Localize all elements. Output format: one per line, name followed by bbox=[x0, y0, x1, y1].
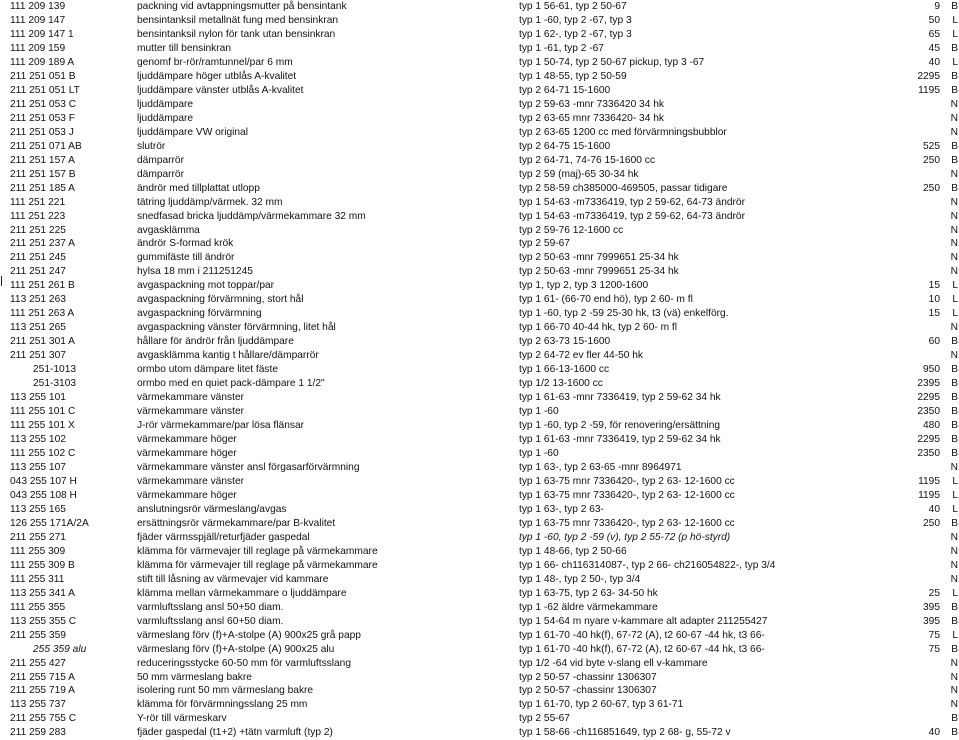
table-row bbox=[0, 489, 959, 503]
part-description: isolering runt 50 mm värmeslang bakre bbox=[137, 685, 314, 697]
part-description: reduceringsstycke 60-50 mm för varmluftsslang bbox=[137, 657, 352, 669]
price: 395 bbox=[923, 601, 940, 613]
price: 2350 bbox=[917, 406, 940, 418]
part-number: 043 255 107 H bbox=[10, 475, 77, 487]
price: 250 bbox=[923, 154, 940, 166]
table-row bbox=[0, 531, 959, 545]
part-description: fjäder värmsspjäll/returfjäder gaspedal bbox=[137, 531, 310, 543]
table-row bbox=[0, 307, 959, 321]
part-description: värmeslang förv (f)+A-stolpe (A) 900x25 grå papp bbox=[137, 629, 361, 641]
part-description: värmekammare höger bbox=[137, 434, 237, 446]
model-fitment: typ 1 61-63 -mnr 7336419, typ 2 59-62 34 hk bbox=[519, 392, 721, 404]
availability-code: B bbox=[951, 70, 958, 82]
model-fitment: typ 2 59-63 -mnr 7336420 34 hk bbox=[519, 98, 664, 110]
part-description: ormbo med en quiet pack-dämpare 1 1/2" bbox=[137, 378, 325, 390]
part-number: 113 255 737 bbox=[10, 699, 66, 711]
part-number: 211 251 247 bbox=[10, 266, 66, 278]
part-description: avgaspackning mot toppar/par bbox=[137, 280, 275, 292]
table-row bbox=[0, 349, 959, 363]
availability-code: L bbox=[952, 489, 958, 501]
model-fitment: typ 1 -61, typ 2 -67 bbox=[519, 42, 604, 54]
part-description: anslutningsrör värmeslang/avgas bbox=[137, 503, 287, 515]
part-description: värmekammare vänster bbox=[137, 392, 244, 404]
part-description: ljuddämpare VW original bbox=[137, 126, 248, 138]
availability-code: N bbox=[950, 545, 958, 557]
table-row bbox=[0, 363, 959, 377]
part-number: 251-3103 bbox=[33, 378, 77, 390]
part-number: 211 255 427 bbox=[10, 657, 66, 669]
part-number: 111 251 261 B bbox=[10, 280, 75, 292]
availability-code: B bbox=[951, 392, 958, 404]
part-description: snedfasad bricka ljuddämp/värmekammare 32 mm bbox=[137, 210, 366, 222]
part-number: 111 209 189 A bbox=[10, 56, 75, 68]
part-description: 50 mm värmeslang bakre bbox=[137, 671, 252, 683]
availability-code: L bbox=[952, 280, 958, 292]
availability-code: L bbox=[952, 503, 958, 515]
part-number: 211 251 185 A bbox=[10, 182, 75, 194]
table-row bbox=[0, 433, 959, 447]
model-fitment: typ 1 56-61, typ 2 50-67 bbox=[519, 1, 627, 12]
part-description: ljuddämpare bbox=[137, 98, 194, 110]
part-number: 111 255 101 C bbox=[10, 406, 76, 418]
part-description: packning vid avtappningsmutter på bensintank bbox=[137, 1, 347, 12]
model-fitment: typ 2 63-65 mnr 7336420- 34 hk bbox=[519, 112, 664, 124]
part-description: varmluftsslang ansl 50+50 diam. bbox=[137, 601, 284, 613]
availability-code: B bbox=[951, 1, 958, 12]
table-row bbox=[0, 140, 959, 154]
model-fitment: typ 2 50-63 -mnr 7999651 25-34 hk bbox=[519, 266, 679, 278]
table-row bbox=[0, 70, 959, 84]
model-fitment: typ 1 58-66 -ch116851649, typ 2 68- g, 55-72 v bbox=[519, 727, 731, 739]
part-number: 111 255 309 B bbox=[10, 559, 75, 571]
availability-code: N bbox=[950, 350, 958, 362]
table-row bbox=[0, 42, 959, 56]
price: 40 bbox=[928, 727, 940, 739]
model-fitment: typ 2 55-67 bbox=[519, 713, 570, 725]
availability-code: N bbox=[950, 531, 958, 543]
availability-code: L bbox=[952, 475, 958, 487]
availability-code: B bbox=[951, 448, 958, 459]
table-row bbox=[0, 419, 959, 433]
price: 45 bbox=[928, 42, 940, 54]
part-description: mutter till bensinkran bbox=[137, 42, 231, 54]
price: 395 bbox=[923, 615, 940, 627]
model-fitment: typ 1 66-13-1600 cc bbox=[519, 364, 610, 376]
table-row bbox=[0, 182, 959, 196]
price: 2295 bbox=[917, 392, 940, 404]
model-fitment: typ 1 66-70 40-44 hk, typ 2 60- m fl bbox=[519, 322, 677, 334]
model-fitment: typ 1 61-63 -mnr 7336419, typ 2 59-62 34 hk bbox=[519, 434, 721, 446]
price: 25 bbox=[928, 587, 940, 599]
model-fitment: typ 1 63-75, typ 2 63- 34-50 hk bbox=[519, 587, 658, 599]
part-number: 211 251 071 AB bbox=[10, 140, 82, 152]
part-description: tätring ljuddämp/värmek. 32 mm bbox=[137, 196, 283, 208]
model-fitment: typ 2 63-73 15-1600 bbox=[519, 336, 611, 348]
part-description: ersättningsrör värmekammare/par B-kvalitet bbox=[137, 517, 336, 529]
table-row bbox=[0, 279, 959, 293]
part-description: varmluftsslang ansl 60+50 diam. bbox=[137, 615, 284, 627]
model-fitment: typ 1 48-, typ 2 50-, typ 3/4 bbox=[519, 573, 641, 585]
model-fitment: typ 2 50-63 -mnr 7999651 25-34 hk bbox=[519, 252, 679, 264]
availability-code: N bbox=[950, 671, 958, 683]
part-number: 211 251 051 B bbox=[10, 70, 76, 82]
model-fitment: typ 1, typ 2, typ 3 1200-1600 bbox=[519, 280, 649, 292]
availability-code: L bbox=[952, 56, 958, 68]
availability-code: B bbox=[951, 84, 958, 96]
model-fitment: typ 1 -60 bbox=[519, 448, 559, 459]
table-row bbox=[0, 684, 959, 698]
model-fitment: typ 2 64-71, 74-76 15-1600 cc bbox=[519, 154, 655, 166]
model-fitment: typ 1 63-75 mnr 7336420-, typ 2 63- 12-1600 cc bbox=[519, 489, 735, 501]
part-number: 113 251 263 bbox=[10, 294, 66, 306]
price: 60 bbox=[928, 336, 940, 348]
table-row bbox=[0, 671, 959, 685]
price: 2295 bbox=[917, 434, 940, 446]
table-row bbox=[0, 56, 959, 70]
availability-code: B bbox=[951, 364, 958, 376]
price: 65 bbox=[928, 28, 940, 40]
model-fitment: typ 2 63-65 1200 cc med förvärmningsbubblor bbox=[519, 126, 727, 138]
price: 2350 bbox=[917, 448, 940, 459]
table-row bbox=[0, 168, 959, 182]
availability-code: N bbox=[950, 238, 958, 250]
part-number: 211 251 225 bbox=[10, 224, 66, 236]
part-description: ljuddämpare höger utblås A-kvalitet bbox=[137, 70, 297, 82]
part-number: 111 255 311 bbox=[10, 573, 65, 585]
table-row bbox=[0, 251, 959, 265]
availability-code: B bbox=[951, 336, 958, 348]
part-number: 111 209 139 bbox=[10, 1, 66, 12]
part-number: 211 255 719 A bbox=[10, 685, 75, 697]
model-fitment: typ 2 59-76 12-1600 cc bbox=[519, 224, 624, 236]
model-fitment: typ 1/2 13-1600 cc bbox=[519, 378, 603, 390]
availability-code: L bbox=[952, 308, 958, 320]
table-row bbox=[0, 265, 959, 279]
price: 2395 bbox=[917, 378, 940, 390]
part-number: 211 251 301 A bbox=[10, 336, 75, 348]
part-number: 251-1013 bbox=[33, 364, 77, 376]
part-description: J-rör värmekammare/par lösa flänsar bbox=[137, 420, 305, 432]
part-number: 211 251 051 LT bbox=[10, 84, 80, 96]
table-row bbox=[0, 154, 959, 168]
table-row bbox=[0, 237, 959, 251]
table-row bbox=[0, 377, 959, 391]
model-fitment: typ 1 62-, typ 2 -67, typ 3 bbox=[519, 28, 632, 40]
part-description: slutrör bbox=[137, 140, 166, 152]
availability-code: N bbox=[950, 210, 958, 222]
part-description: ljuddämpare vänster utblås A-kvalitet bbox=[137, 84, 304, 96]
price: 9 bbox=[934, 1, 940, 12]
model-fitment: typ 1 -60 bbox=[519, 406, 559, 418]
part-number: 211 255 271 bbox=[10, 531, 66, 543]
part-number: 111 209 147 bbox=[10, 14, 66, 26]
part-number: 211 251 157 A bbox=[10, 154, 75, 166]
model-fitment: typ 2 64-71 15-1600 bbox=[519, 84, 611, 96]
model-fitment: typ 1 54-63 -m7336419, typ 2 59-62, 64-73 ändrör bbox=[519, 196, 745, 208]
availability-code: L bbox=[952, 28, 958, 40]
table-row bbox=[0, 293, 959, 307]
availability-code: L bbox=[952, 294, 958, 306]
part-description: bensintanksil nylon för tank utan bensinkran bbox=[137, 28, 336, 40]
availability-code: B bbox=[951, 140, 958, 152]
part-description: klämma för värmevajer till reglage på värmekammare bbox=[137, 545, 378, 557]
model-fitment: typ 1 63-, typ 2 63- bbox=[519, 503, 604, 515]
part-number: 113 255 107 bbox=[10, 461, 66, 473]
availability-code: N bbox=[950, 266, 958, 278]
table-row bbox=[0, 196, 959, 210]
model-fitment: typ 2 64-72 ev fler 44-50 hk bbox=[519, 350, 644, 362]
availability-code: N bbox=[950, 98, 958, 110]
part-description: stift till låsning av värmevajer vid kammare bbox=[137, 573, 329, 585]
part-description: dämparrör bbox=[137, 154, 184, 166]
availability-code: N bbox=[950, 112, 958, 124]
price: 250 bbox=[923, 182, 940, 194]
availability-code: B bbox=[951, 406, 958, 418]
table-row bbox=[0, 224, 959, 238]
model-fitment: typ 1 -60, typ 2 -59, för renovering/ersättning bbox=[519, 420, 721, 432]
part-description: avgaspackning förvärmning, stort hål bbox=[137, 294, 304, 306]
part-number: 111 209 159 bbox=[10, 42, 66, 54]
availability-code: N bbox=[950, 196, 958, 208]
part-number: 111 209 147 1 bbox=[10, 28, 74, 40]
part-number: 113 255 341 A bbox=[10, 587, 75, 599]
part-number: 211 251 237 A bbox=[10, 238, 75, 250]
model-fitment: typ 1 54-64 m nyare v-kammare alt adapter 211255427 bbox=[519, 615, 768, 627]
table-row bbox=[0, 643, 959, 657]
part-description: avgasklämma bbox=[137, 224, 200, 236]
model-fitment: typ 1 48-66, typ 2 50-66 bbox=[519, 545, 627, 557]
model-fitment: typ 1 63-75 mnr 7336420-, typ 2 63- 12-1600 cc bbox=[519, 517, 735, 529]
model-fitment: typ 1 -60, typ 2 -59 25-30 hk, t3 (vä) enkelförg. bbox=[519, 308, 729, 320]
price: 1195 bbox=[918, 475, 940, 487]
part-description: hållare för ändrör från ljuddämpare bbox=[137, 336, 294, 348]
table-row bbox=[0, 475, 959, 489]
model-fitment: typ 1 -62 äldre värmekammare bbox=[519, 601, 658, 613]
part-description: hylsa 18 mm i 211251245 bbox=[137, 266, 253, 278]
price: 525 bbox=[923, 140, 940, 152]
model-fitment: typ 1 -60, typ 2 -59 (v), typ 2 55-72 (p hö-styrd) bbox=[519, 531, 731, 543]
part-number: 211 251 157 B bbox=[10, 168, 76, 180]
part-number: 211 255 715 A bbox=[10, 671, 75, 683]
table-row bbox=[0, 126, 959, 140]
price: 950 bbox=[923, 364, 940, 376]
part-number: 211 255 755 C bbox=[10, 713, 77, 725]
price: 250 bbox=[923, 517, 940, 529]
model-fitment: typ 1/2 -64 vid byte v-slang ell v-kammare bbox=[519, 657, 708, 669]
availability-code: B bbox=[951, 643, 958, 655]
part-number: 211 259 283 bbox=[10, 727, 66, 739]
table-row bbox=[0, 615, 959, 629]
model-fitment: typ 2 59-67 bbox=[519, 238, 570, 250]
part-number: 113 255 101 bbox=[10, 392, 66, 404]
table-row bbox=[0, 517, 959, 531]
price: 75 bbox=[928, 643, 940, 655]
table-row bbox=[0, 698, 959, 712]
part-description: ändrör med tillplattat utlopp bbox=[137, 182, 260, 194]
model-fitment: typ 1 63-75 mnr 7336420-, typ 2 63- 12-1600 cc bbox=[519, 475, 735, 487]
table-row bbox=[0, 98, 959, 112]
part-number: 111 255 309 bbox=[10, 545, 66, 557]
part-number: 113 255 355 C bbox=[10, 615, 77, 627]
part-number: 211 255 359 bbox=[10, 629, 66, 641]
price: 40 bbox=[928, 56, 940, 68]
availability-code: N bbox=[950, 699, 958, 711]
table-row bbox=[0, 712, 959, 726]
part-description: avgaspackning förvärmning bbox=[137, 308, 262, 320]
price: 40 bbox=[928, 503, 940, 515]
table-row bbox=[0, 559, 959, 573]
price: 10 bbox=[928, 294, 940, 306]
table-row bbox=[0, 405, 959, 419]
part-description: Y-rör till värmeskarv bbox=[137, 713, 227, 725]
part-description: värmeslang förv (f)+A-stolpe (A) 900x25 alu bbox=[137, 643, 335, 655]
part-description: värmekammare vänster bbox=[137, 406, 244, 418]
availability-code: N bbox=[950, 168, 958, 180]
table-row bbox=[0, 28, 959, 42]
availability-code: B bbox=[951, 601, 958, 613]
price: 75 bbox=[928, 629, 940, 641]
part-description: genomf br-rör/ramtunnel/par 6 mm bbox=[137, 56, 293, 68]
availability-code: N bbox=[950, 461, 958, 473]
model-fitment: typ 2 58-59 ch385000-469505, passar tidigare bbox=[519, 182, 728, 194]
table-row bbox=[0, 112, 959, 126]
table-row bbox=[0, 461, 959, 475]
model-fitment: typ 2 50-57 -chassinr 1306307 bbox=[519, 685, 657, 697]
price: 480 bbox=[923, 420, 940, 432]
table-row bbox=[0, 573, 959, 587]
part-description: klämma för förvärmningsslang 25 mm bbox=[137, 699, 308, 711]
part-number: 111 251 223 bbox=[10, 210, 66, 222]
table-row bbox=[0, 0, 959, 14]
availability-code: B bbox=[951, 154, 958, 166]
part-number: 113 255 165 bbox=[10, 503, 66, 515]
model-fitment: typ 1 61- (66-70 end hö), typ 2 60- m fl bbox=[519, 294, 693, 306]
availability-code: N bbox=[950, 252, 958, 264]
availability-code: N bbox=[950, 224, 958, 236]
part-description: avgasklämma kantig t hållare/dämparrör bbox=[137, 350, 319, 362]
part-description: gummifäste till ändrör bbox=[137, 252, 235, 264]
availability-code: B bbox=[951, 434, 958, 446]
price: 1195 bbox=[918, 84, 940, 96]
part-number: 113 255 102 bbox=[10, 434, 66, 446]
model-fitment: typ 2 59 (maj)-65 30-34 hk bbox=[519, 168, 639, 180]
availability-code: B bbox=[951, 182, 958, 194]
part-description: ormbo utom dämpare litet fäste bbox=[137, 364, 278, 376]
model-fitment: typ 1 48-55, typ 2 50-59 bbox=[519, 70, 627, 82]
availability-code: N bbox=[950, 559, 958, 571]
table-row bbox=[0, 391, 959, 405]
part-description: bensintanksil metallnät fung med bensinkran bbox=[137, 14, 339, 26]
model-fitment: typ 1 63-, typ 2 63-65 -mnr 8964971 bbox=[519, 461, 682, 473]
model-fitment: typ 1 66- ch116314087-, typ 2 66- ch216054822-, typ 3/4 bbox=[519, 559, 776, 571]
price: 15 bbox=[928, 280, 940, 292]
availability-code: B bbox=[951, 517, 958, 529]
part-description: värmekammare höger bbox=[137, 448, 237, 459]
availability-code: N bbox=[950, 126, 958, 138]
availability-code: B bbox=[951, 713, 958, 725]
availability-code: B bbox=[951, 378, 958, 390]
availability-code: B bbox=[951, 42, 958, 54]
table-row bbox=[0, 447, 959, 461]
part-number: 211 251 245 bbox=[10, 252, 66, 264]
part-description: värmekammare vänster bbox=[137, 475, 244, 487]
availability-code: N bbox=[950, 573, 958, 585]
table-row bbox=[0, 210, 959, 224]
table-row bbox=[0, 657, 959, 671]
table-row bbox=[0, 335, 959, 349]
part-number: 113 251 265 bbox=[10, 322, 66, 334]
part-number: 211 251 053 J bbox=[10, 126, 74, 138]
part-description: klämma mellan värmekammare o ljuddämpare bbox=[137, 587, 347, 599]
price: 15 bbox=[928, 308, 940, 320]
table-row bbox=[0, 84, 959, 98]
availability-code: L bbox=[952, 629, 958, 641]
availability-code: L bbox=[952, 587, 958, 599]
table-row bbox=[0, 629, 959, 643]
availability-code: N bbox=[950, 685, 958, 697]
part-number: 255 359 alu bbox=[33, 643, 87, 655]
part-number: 111 251 221 bbox=[10, 196, 66, 208]
table-row bbox=[0, 14, 959, 28]
price: 1195 bbox=[918, 489, 940, 501]
model-fitment: typ 1 61-70, typ 2 60-67, typ 3 61-71 bbox=[519, 699, 684, 711]
price: 50 bbox=[928, 14, 940, 26]
part-number: 111 255 355 bbox=[10, 601, 66, 613]
model-fitment: typ 1 61-70 -40 hk(f), 67-72 (A), t2 60-67 -44 hk, t3 66- bbox=[519, 643, 765, 655]
part-description: ändrör S-formad krök bbox=[137, 238, 234, 250]
part-description: värmekammare höger bbox=[137, 489, 237, 501]
part-number: 111 251 263 A bbox=[10, 308, 75, 320]
part-number: 211 251 307 bbox=[10, 350, 66, 362]
availability-code: L bbox=[952, 14, 958, 26]
model-fitment: typ 1 61-70 -40 hk(f), 67-72 (A), t2 60-67 -44 hk, t3 66- bbox=[519, 629, 765, 641]
model-fitment: typ 1 54-63 -m7336419, typ 2 59-62, 64-73 ändrör bbox=[519, 210, 745, 222]
table-row bbox=[0, 601, 959, 615]
table-row bbox=[0, 321, 959, 335]
availability-code: B bbox=[951, 420, 958, 432]
price: 2295 bbox=[917, 70, 940, 82]
part-number: 211 251 053 F bbox=[10, 112, 75, 124]
part-description: värmekammare vänster ansl förgasarförvärmning bbox=[137, 461, 360, 473]
part-number: 111 255 101 X bbox=[10, 420, 75, 432]
part-description: ljuddämpare bbox=[137, 112, 194, 124]
part-description: klämma för värmevajer till reglage på värmekammare bbox=[137, 559, 378, 571]
part-description: fjäder gaspedal (t1+2) +tätn varmluft (typ 2) bbox=[137, 727, 333, 739]
part-number: 126 255 171A/2A bbox=[10, 517, 89, 529]
part-description: avgaspackning vänster förvärmning, litet hål bbox=[137, 322, 336, 334]
part-description: dämparrör bbox=[137, 168, 184, 180]
part-number: 111 255 102 C bbox=[10, 448, 76, 459]
part-number: 211 251 053 C bbox=[10, 98, 77, 110]
part-number: 043 255 108 H bbox=[10, 489, 77, 501]
model-fitment: typ 1 50-74, typ 2 50-67 pickup, typ 3 -67 bbox=[519, 56, 705, 68]
availability-code: N bbox=[950, 322, 958, 334]
model-fitment: typ 2 50-57 -chassinr 1306307 bbox=[519, 671, 657, 683]
table-row bbox=[0, 503, 959, 517]
availability-code: N bbox=[950, 657, 958, 669]
model-fitment: typ 1 -60, typ 2 -67, typ 3 bbox=[519, 14, 632, 26]
availability-code: B bbox=[951, 615, 958, 627]
table-row bbox=[0, 587, 959, 601]
table-row bbox=[0, 545, 959, 559]
table-row bbox=[0, 726, 959, 740]
model-fitment: typ 2 64-75 15-1600 bbox=[519, 140, 611, 152]
availability-code: B bbox=[951, 727, 958, 739]
